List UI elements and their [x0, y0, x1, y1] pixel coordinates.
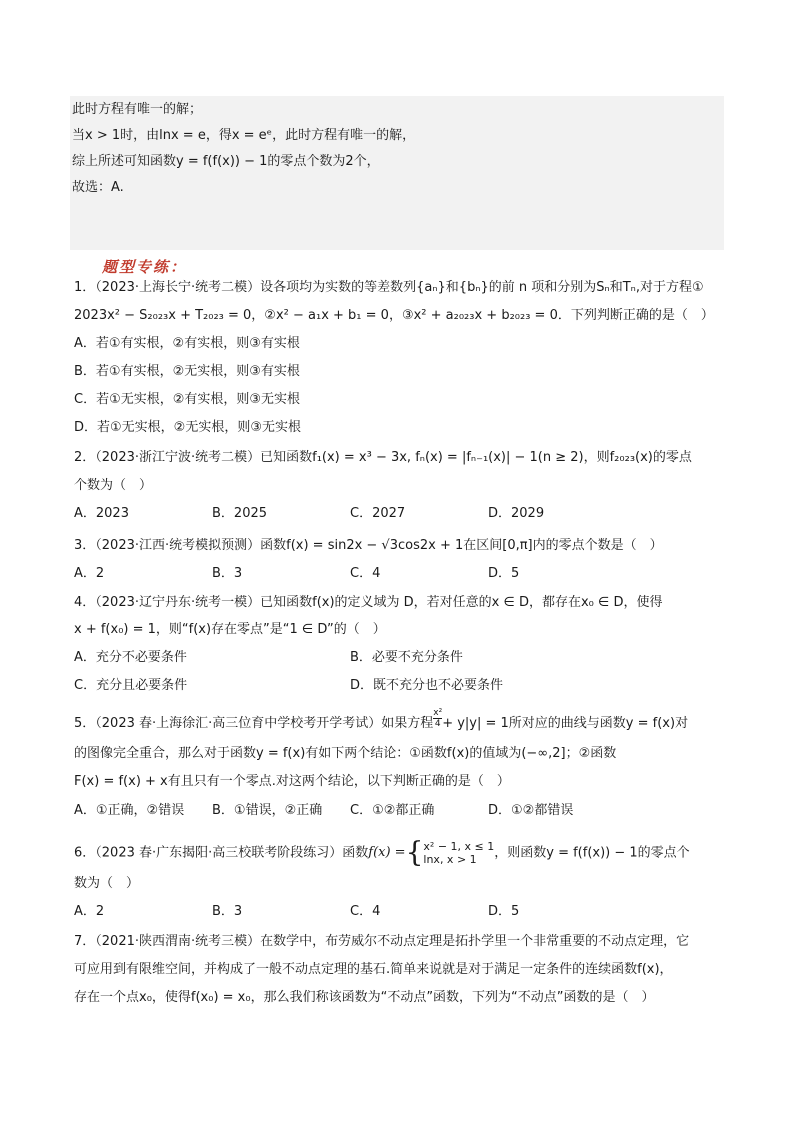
question-6-option-c: C．4 [350, 904, 381, 919]
question-5-text: 5．（2023 春·上海徐汇·高三位育中学校考开学考试）如果方程 [74, 716, 434, 731]
question-3-option-d: D．5 [488, 566, 520, 581]
question-3-option-b: B．3 [212, 566, 243, 581]
question-2-line: 2．（2023·浙江宁波·统考二模）已知函数f₁(x) = x³ − 3x, fₙ(x) = |fₙ₋₁(x)| − 1(n ≥ 2)，则f₂₀₂₃(x)的零点 [74, 450, 692, 465]
piecewise-function [368, 835, 495, 869]
question-3-line: 3．（2023·江西·统考模拟预测）函数f(x) = sin2x − √3cos2x + 1在区间[0,π]内的零点个数是（ ） [74, 538, 663, 553]
question-4-line: 4．（2023·辽宁丹东·统考一模）已知函数f(x)的定义域为 D，若对任意的x ∈ D，都存在x₀ ∈ D，使得 [74, 595, 663, 610]
brace-icon: { [405, 835, 424, 869]
question-2-option-c: C．2027 [350, 506, 406, 521]
question-6-option-d: D．5 [488, 904, 520, 919]
fraction [433, 708, 442, 729]
question-3-option-a: A．2 [74, 566, 105, 581]
question-1-line: 1．（2023·上海长宁·统考二模）设各项均为实数的等差数列{aₙ}和{bₙ}的前 n 项和分别为Sₙ和Tₙ,对于方程① [74, 280, 704, 295]
question-5-option-b: B．①错误，②正确 [212, 803, 323, 818]
question-4-option-b: B．必要不充分条件 [350, 650, 463, 665]
question-4-line: x + f(x₀) = 1，则“f(x)存在零点”是“1 ∈ D”的（ ） [74, 622, 386, 637]
solution-line: 此时方程有唯一的解； [72, 102, 203, 117]
question-7-line: 可应用到有限维空间，并构成了一般不动点定理的基石.简单来说就是对于满足一定条件的连续函数f(x)， [74, 962, 673, 977]
question-1-option-d: D．若①无实根，②无实根，则③无实根 [74, 420, 301, 435]
solution-line: 综上所述可知函数y = f(f(x)) − 1的零点个数为2个， [72, 154, 380, 169]
question-1-option-a: A．若①有实根，②有实根，则③有实根 [74, 336, 300, 351]
question-5-text: + y|y| = 1所对应的曲线与函数y = f(x)对 [442, 716, 689, 731]
fraction-numerator: x² [433, 708, 443, 718]
question-5-line [74, 708, 689, 734]
question-5-option-d: D．①②都错误 [488, 803, 574, 818]
question-6-text: 6．（2023 春·广东揭阳·高三校联考阶段练习）函数 [74, 845, 369, 861]
solution-box [70, 96, 724, 250]
question-6-text: ，则函数y = f(f(x)) − 1的零点个 [494, 845, 690, 861]
function-head: f(x) = [368, 845, 406, 860]
question-2-option-b: B．2025 [212, 506, 268, 521]
question-2-option-a: A．2023 [74, 506, 129, 521]
fraction-denominator: 4 [434, 719, 441, 729]
question-4-option-d: D．既不充分也不必要条件 [350, 678, 504, 693]
section-heading: 题型专练： [102, 258, 188, 276]
question-6-line: 数为（ ） [74, 876, 140, 891]
question-5-line: F(x) = f(x) + x有且只有一个零点.对这两个结论，以下判断正确的是（ ） [74, 774, 510, 789]
cases [423, 840, 494, 866]
question-5-line: 的图像完全重合，那么对于函数y = f(x)有如下两个结论：①函数f(x)的值域为(−∞,2]；②函数 [74, 746, 617, 761]
question-1-option-c: C．若①无实根，②有实根，则③无实根 [74, 392, 301, 407]
question-2-option-d: D．2029 [488, 506, 545, 521]
solution-line: 当x > 1时，由lnx = e，得x = eᵉ，此时方程有唯一的解， [72, 128, 416, 143]
solution-line: 故选：A. [72, 180, 124, 195]
question-5-option-c: C．①②都正确 [350, 803, 435, 818]
question-1-line: 2023x² − S₂₀₂₃x + T₂₀₂₃ = 0，②x² − a₁x + b₁ = 0，③x² + a₂₀₂₃x + b₂₀₂₃ = 0．下列判断正确的是（ ） [74, 308, 714, 323]
question-4-option-a: A．充分不必要条件 [74, 650, 187, 665]
case-2: lnx, x > 1 [423, 852, 477, 866]
question-4-option-c: C．充分且必要条件 [74, 678, 188, 693]
case-1: x² − 1, x ≤ 1 [423, 839, 495, 853]
question-6-option-a: A．2 [74, 904, 105, 919]
question-6-line [74, 835, 690, 869]
question-5-option-a: A．①正确，②错误 [74, 803, 185, 818]
question-3-option-c: C．4 [350, 566, 381, 581]
question-1-option-b: B．若①有实根，②无实根，则③有实根 [74, 364, 300, 379]
question-7-line: 7．（2021·陕西渭南·统考三模）在数学中，布劳威尔不动点定理是拓扑学里一个非常重要的不动点定理，它 [74, 934, 690, 949]
question-2-line: 个数为（ ） [74, 478, 153, 493]
question-7-line: 存在一个点x₀，使得f(x₀) = x₀，那么我们称该函数为“不动点”函数，下列为“不动点”函数的是（ ） [74, 990, 655, 1005]
question-6-option-b: B．3 [212, 904, 243, 919]
